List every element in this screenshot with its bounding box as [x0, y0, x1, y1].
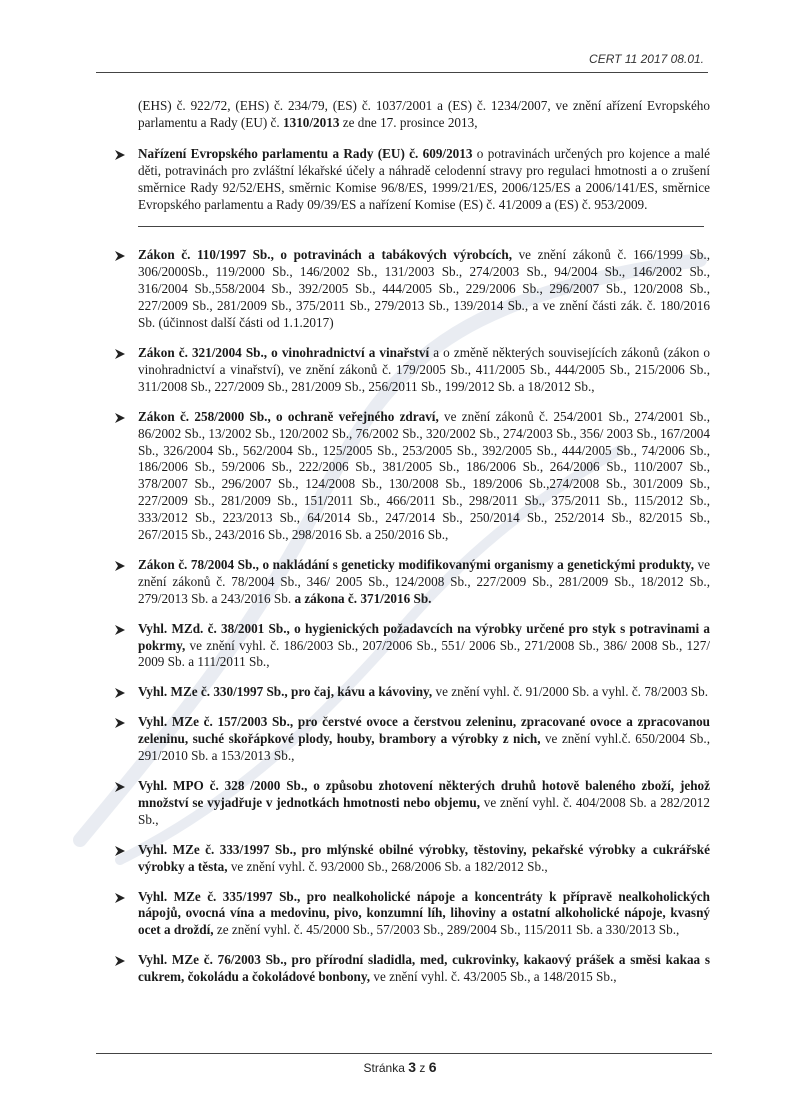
arrow-bullet-icon: [114, 624, 126, 636]
item-text: ze znění vyhl. č. 45/2000 Sb., 57/2003 Sb., 289/2004 Sb., 115/2011 Sb. a 330/2013 Sb.,: [213, 922, 680, 938]
footer-divider: [96, 1053, 712, 1054]
item-title: Zákon č. 110/1997 Sb., o potravinách a tabákových výrobcích,: [138, 247, 512, 263]
document-code: CERT 11 2017 08.01.: [589, 52, 704, 66]
arrow-bullet-icon: [114, 250, 126, 262]
item-title: Zákon č. 78/2004 Sb., o nakládání s geneticky modifikovanými organismy a genetickými produkty,: [138, 556, 694, 572]
section-divider: [138, 226, 704, 227]
item-bold-tail: a zákona č. 371/2016 Sb.: [291, 590, 432, 606]
arrow-bullet-icon: [114, 892, 126, 904]
page-total: 6: [428, 1059, 437, 1075]
item-text: ve znění vyhl. č. 404/2008 Sb. a 282/2012 Sb.,: [138, 794, 710, 827]
page-number: 3: [408, 1059, 417, 1075]
page-header: [96, 50, 708, 73]
document-body: [114, 98, 710, 999]
list-item: [114, 557, 710, 608]
item-text: ve znění vyhl. č. 93/2000 Sb., 268/2006 Sb. a 182/2012 Sb.,: [227, 858, 548, 874]
item-text: a o změně některých souvisejících zákonů (zákon o vinohradnictví a vinařství), ve znění zákonů č. 179/2005 Sb., 411/2005 Sb., 444/2005 Sb., 215/2006 Sb., 311/2008 Sb., 227/2009 Sb., 281/2009 Sb., 256/2011 Sb., 199/2012 Sb. a 18/2012 Sb.,: [138, 344, 710, 394]
item-title: Vyhl. MZd. č. 38/2001 Sb., o hygienických požadavcích na výrobky určené pro styk s potravinami a pokrmy,: [138, 620, 710, 653]
list-item: [114, 842, 710, 876]
item-text: ve znění vyhl. č. 186/2003 Sb., 207/2006 Sb., 551/ 2006 Sb., 271/2008 Sb., 386/ 2008 Sb., 127/ 2009 Sb. a 111/2011 Sb.,: [138, 637, 710, 670]
list-item: [114, 889, 710, 940]
list-item: [114, 345, 710, 396]
arrow-bullet-icon: [114, 781, 126, 793]
footer-separator: z: [416, 1061, 429, 1075]
item-title: Vyhl. MZe č. 157/2003 Sb., pro čerstvé ovoce a čerstvou zeleninu, zpracované ovoce a zpracovanou zeleninu, suché skořápkové plody, houby, brambory a výrobky z nich,: [138, 714, 710, 747]
item-title: Zákon č. 321/2004 Sb., o vinohradnictví a vinařství: [138, 344, 430, 360]
list-item: [114, 714, 710, 765]
item-title: Vyhl. MZe č. 330/1997 Sb., pro čaj, kávu a kávoviny,: [138, 684, 433, 700]
continued-paragraph: [114, 98, 710, 132]
item-text: ve znění vyhl.č. 650/2004 Sb., 291/2010 Sb. a 153/2013 Sb.,: [138, 731, 710, 764]
arrow-bullet-icon: [114, 348, 126, 360]
item-title: Vyhl. MZe č. 335/1997 Sb., pro nealkoholické nápoje a koncentráty k přípravě nealkoholických nápojů, ovocná vína a medovinu, pivo, konzumní líh, lihoviny a ostatní alkoholické nápoje, kvasný ocet a droždí,: [138, 888, 710, 938]
lead-tail: ze dne 17. prosince 2013,: [339, 114, 478, 130]
lead-bold: 1310/2013: [283, 114, 340, 130]
item-title: Zákon č. 258/2000 Sb., o ochraně veřejného zdraví,: [138, 408, 439, 424]
item-text: ve znění zákonů č. 254/2001 Sb., 274/2001 Sb., 86/2002 Sb., 13/2002 Sb., 120/2002 Sb., 76/2002 Sb., 320/2002 Sb., 274/2003 Sb., 356/ 2003 Sb., 167/2004 Sb., 326/2004 Sb., 562/2004 Sb., 125/2005 Sb., 253/2005 Sb., 392/2005 Sb., 444/2005 Sb., 74/2006 Sb., 186/2006 Sb., 59/2006 Sb., 222/2006 Sb., 381/2005 Sb., 186/2006 Sb., 264/2006 Sb., 110/2007 Sb., 378/2007 Sb., 296/2007 Sb., 124/2008 Sb., 130/2008 Sb., 189/2006 Sb.,274/2008 Sb., 301/2009 Sb., 227/2009 Sb., 281/2009 Sb., 151/2011 Sb., 466/2011 Sb., 298/2011 Sb., 375/2011 Sb., 115/2012 Sb., 333/2012 Sb., 223/2013 Sb., 64/2014 Sb., 247/2014 Sb., 250/2014 Sb., 252/2014 Sb., 82/2015 Sb., 267/2015 Sb., 243/2016 Sb., 298/2016 Sb. a 250/2016 Sb.,: [138, 408, 710, 543]
item-title: Nařízení Evropského parlamentu a Rady (EU) č. 609/2013: [138, 145, 473, 161]
item-text: ve znění zákonů č. 78/2004 Sb., 346/ 2005 Sb., 124/2008 Sb., 227/2009 Sb., 281/2009 Sb., 18/2012 Sb., 279/2013 Sb. a 243/2016 Sb.: [138, 556, 710, 606]
item-text: o potravinách určených pro kojence a malé děti, potravinách pro zvláštní lékařské účely a náhradě celodenní stravy pro regulaci hmotnosti a o zrušení směrnice Rady 92/52/EHS, směrnic Komise 96/8/ES, 1999/21/ES, 2006/125/ES a 2006/141/ES, směrnice Evropského parlamentu a Rady 09/39/ES a nařízení Komise (ES) č. 41/2009 a (ES) č. 953/2009.: [138, 145, 710, 212]
arrow-bullet-icon: [114, 560, 126, 572]
list-item: [114, 621, 710, 672]
item-text: ve znění zákonů č. 166/1999 Sb., 306/2000Sb., 119/2000 Sb., 146/2002 Sb., 131/2003 Sb., 274/2003 Sb., 94/2004 Sb., 146/2002 Sb., 316/2004 Sb.,558/2004 Sb., 392/2005 Sb., 444/2005 Sb., 229/2006 Sb., 296/2007 Sb., 120/2008 Sb., 227/2009 Sb., 281/2009 Sb., 375/2011 Sb., 279/2013 Sb., 139/2014 Sb., a ve znění části zák. č. 180/2016 Sb. (účinnost další části od 1.1.2017): [138, 247, 710, 331]
item-title: Vyhl. MZe č. 76/2003 Sb., pro přírodní sladidla, med, cukrovinky, kakaový prášek a směsi kakaa s cukrem, čokoládu a čokoládové bonbony,: [138, 952, 710, 985]
item-text: ve znění vyhl. č. 43/2005 Sb., a 148/2015 Sb.,: [370, 969, 617, 985]
list-item: [114, 146, 710, 214]
arrow-bullet-icon: [114, 687, 126, 699]
arrow-bullet-icon: [114, 845, 126, 857]
list-item: [114, 247, 710, 332]
arrow-bullet-icon: [114, 412, 126, 424]
list-item: [114, 409, 710, 544]
list-item: [114, 952, 710, 986]
arrow-bullet-icon: [114, 149, 126, 161]
item-title: Vyhl. MPO č. 328 /2000 Sb., o způsobu zhotovení některých druhů hotově baleného zboží, jehož množství se vyjadřuje v jednotkách hmotnosti nebo objemu,: [138, 778, 710, 810]
footer-prefix: Stránka: [363, 1061, 409, 1075]
list-item: [114, 778, 710, 829]
item-title: Vyhl. MZe č. 333/1997 Sb., pro mlýnské obilné výrobky, těstoviny, pekařské výrobky a cukrářské výrobky a těsta,: [138, 841, 710, 874]
arrow-bullet-icon: [114, 955, 126, 967]
page-footer: [0, 1059, 800, 1075]
lead-text: (EHS) č. 922/72, (EHS) č. 234/79, (ES) č. 1037/2001 a (ES) č. 1234/2007, ve znění ařízení Evropského parlamentu a Rady (EU) č.: [138, 98, 710, 130]
list-item: [114, 684, 710, 701]
item-text: ve znění vyhl. č. 91/2000 Sb. a vyhl. č. 78/2003 Sb.: [432, 684, 709, 700]
arrow-bullet-icon: [114, 717, 126, 729]
